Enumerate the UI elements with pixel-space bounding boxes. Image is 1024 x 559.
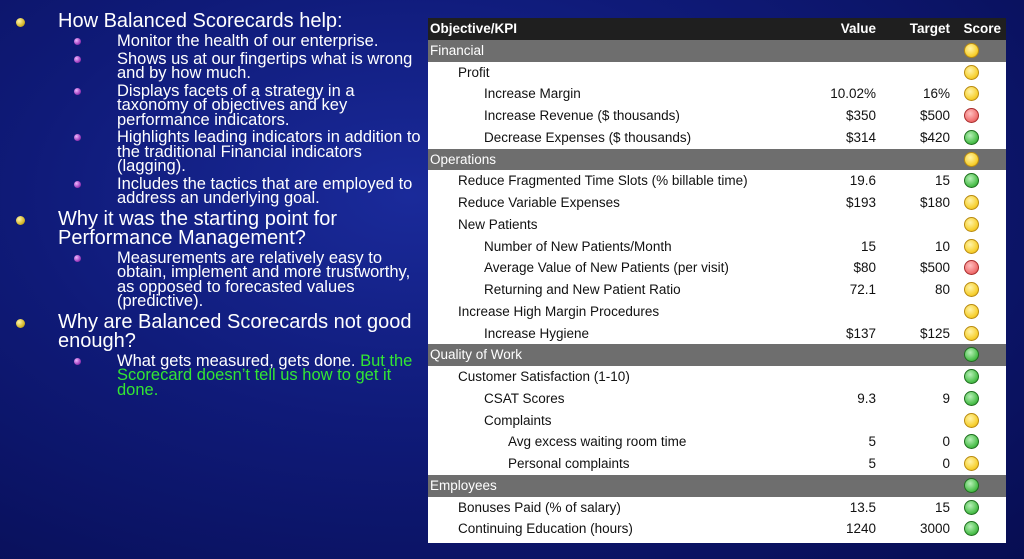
status-dot-icon bbox=[964, 391, 979, 406]
kpi-row bbox=[428, 410, 1006, 432]
kpi-label: CSAT Scores bbox=[484, 390, 565, 406]
bullet-item bbox=[12, 310, 424, 352]
kpi-value: 10.02% bbox=[830, 86, 876, 102]
sub-bullet-text: Includes the tactics that are employed to address an underlying goal. bbox=[117, 174, 413, 207]
kpi-value: 1240 bbox=[845, 521, 876, 537]
kpi-value: 5 bbox=[868, 456, 876, 471]
kpi-row bbox=[428, 366, 1006, 388]
kpi-target: 3000 bbox=[919, 521, 950, 537]
bullet-item bbox=[12, 12, 424, 31]
kpi-row bbox=[428, 257, 1006, 279]
sub-bullet-item bbox=[12, 81, 424, 129]
status-dot-icon bbox=[964, 86, 979, 101]
kpi-target: 10 bbox=[934, 238, 950, 254]
section-row bbox=[428, 344, 1006, 366]
kpi-row bbox=[428, 279, 1006, 301]
status-dot-icon bbox=[964, 347, 979, 362]
sub-bullet-dot-icon bbox=[74, 56, 81, 63]
kpi-label: New Patients bbox=[458, 216, 538, 232]
section-row bbox=[428, 475, 1006, 497]
status-dot-icon bbox=[964, 282, 979, 297]
kpi-target: 15 bbox=[934, 173, 950, 189]
kpi-target: 0 bbox=[942, 434, 950, 450]
sub-bullet-item bbox=[12, 34, 424, 49]
kpi-row bbox=[428, 62, 1006, 84]
kpi-row bbox=[428, 105, 1006, 127]
kpi-target: 16% bbox=[922, 86, 950, 102]
status-dot-icon bbox=[964, 500, 979, 515]
kpi-target: $180 bbox=[919, 195, 950, 210]
bullet-text: Why are Balanced Scorecards not good enough? bbox=[58, 310, 412, 352]
kpi-row bbox=[428, 497, 1006, 519]
kpi-value: $314 bbox=[845, 129, 876, 145]
status-dot-icon bbox=[964, 260, 979, 275]
kpi-row bbox=[428, 236, 1006, 258]
kpi-label: Quality of Work bbox=[430, 347, 523, 363]
kpi-label: Employees bbox=[430, 477, 497, 493]
kpi-row bbox=[428, 323, 1006, 345]
kpi-label: Bonuses Paid (% of salary) bbox=[458, 499, 621, 515]
status-dot-icon bbox=[964, 43, 979, 58]
kpi-row bbox=[428, 127, 1006, 149]
kpi-target: $420 bbox=[919, 129, 950, 145]
target-column-header: Target bbox=[909, 21, 950, 36]
kpi-target: 9 bbox=[942, 390, 950, 406]
sub-bullet-text: Displays facets of a strategy in a taxonomy of objectives and key performance indicators. bbox=[117, 81, 355, 129]
kpi-label: Average Value of New Patients (per visit) bbox=[484, 260, 729, 276]
kpi-row bbox=[428, 453, 1006, 475]
kpi-label: Increase High Margin Procedures bbox=[458, 303, 660, 319]
sub-bullet-item bbox=[12, 351, 424, 399]
kpi-row bbox=[428, 301, 1006, 323]
kpi-label: Complaints bbox=[484, 412, 552, 428]
kpi-label: Number of New Patients/Month bbox=[484, 238, 672, 254]
bullet-text: Why it was the starting point for Performance Management? bbox=[58, 207, 338, 249]
bullet-dot-icon bbox=[16, 18, 25, 27]
status-dot-icon bbox=[964, 239, 979, 254]
scorecard-rows bbox=[428, 40, 1006, 540]
kpi-label: Continuing Education (hours) bbox=[458, 521, 633, 537]
sub-bullet-item bbox=[12, 130, 424, 174]
sub-bullet-highlight-text: But the Scorecard doesn’t tell us how to get it done. bbox=[117, 351, 413, 399]
sub-bullet-item bbox=[12, 49, 424, 82]
status-dot-icon bbox=[964, 173, 979, 188]
kpi-row bbox=[428, 83, 1006, 105]
kpi-target: 80 bbox=[934, 282, 950, 297]
kpi-label: Decrease Expenses ($ thousands) bbox=[484, 129, 692, 145]
status-dot-icon bbox=[964, 456, 979, 471]
bullet-dot-icon bbox=[16, 319, 25, 328]
kpi-value: $350 bbox=[845, 108, 876, 123]
sub-bullet-dot-icon bbox=[74, 181, 81, 188]
score-column-header: Score bbox=[963, 21, 1001, 36]
kpi-row bbox=[428, 431, 1006, 453]
kpi-target: 15 bbox=[934, 499, 950, 515]
kpi-label: Increase Revenue ($ thousands) bbox=[484, 108, 680, 123]
kpi-value: 19.6 bbox=[849, 173, 876, 189]
status-dot-icon bbox=[964, 152, 979, 167]
status-dot-icon bbox=[964, 521, 979, 536]
sub-bullet-dot-icon bbox=[74, 88, 81, 95]
kpi-label: Reduce Variable Expenses bbox=[458, 195, 620, 210]
sub-bullet-text: Highlights leading indicators in addition to the traditional Financial indicators (lagging). bbox=[117, 128, 421, 175]
kpi-label: Financial bbox=[430, 42, 485, 58]
kpi-value: $80 bbox=[853, 260, 876, 276]
kpi-label: Customer Satisfaction (1-10) bbox=[458, 369, 630, 384]
kpi-row bbox=[428, 518, 1006, 540]
bullet-item bbox=[12, 207, 424, 249]
kpi-value: 15 bbox=[860, 238, 876, 254]
kpi-target: 0 bbox=[942, 456, 950, 471]
kpi-label: Increase Hygiene bbox=[484, 325, 590, 341]
sub-bullet-text: Monitor the health of our enterprise. bbox=[117, 32, 379, 50]
status-dot-icon bbox=[964, 130, 979, 145]
status-dot-icon bbox=[964, 108, 979, 123]
kpi-label: Operations bbox=[430, 151, 497, 167]
scorecard-table bbox=[428, 18, 1006, 543]
status-dot-icon bbox=[964, 217, 979, 232]
sub-bullet-item bbox=[12, 248, 424, 310]
status-dot-icon bbox=[964, 369, 979, 384]
kpi-value: 13.5 bbox=[849, 499, 876, 515]
kpi-label: Returning and New Patient Ratio bbox=[484, 282, 681, 297]
kpi-label: Personal complaints bbox=[508, 456, 630, 471]
kpi-target: $500 bbox=[919, 260, 950, 276]
sub-bullet-dot-icon bbox=[74, 358, 81, 365]
kpi-label: Profit bbox=[458, 64, 490, 80]
bullet-list bbox=[12, 8, 424, 397]
objective-column-header: Objective/KPI bbox=[430, 21, 518, 36]
kpi-label: Increase Margin bbox=[484, 86, 581, 102]
kpi-row bbox=[428, 192, 1006, 214]
sub-bullet-text: Measurements are relatively easy to obtain, implement and more trustworthy, as opposed to forecasted values (predictive). bbox=[117, 248, 411, 310]
kpi-value: $193 bbox=[845, 195, 876, 210]
kpi-label: Reduce Fragmented Time Slots (% billable time) bbox=[458, 173, 748, 189]
status-dot-icon bbox=[964, 65, 979, 80]
sub-bullet-text: What gets measured, gets done. bbox=[117, 351, 361, 370]
section-row bbox=[428, 40, 1006, 62]
status-dot-icon bbox=[964, 413, 979, 428]
status-dot-icon bbox=[964, 434, 979, 449]
kpi-target: $125 bbox=[919, 325, 950, 341]
status-dot-icon bbox=[964, 478, 979, 493]
kpi-value: 5 bbox=[868, 434, 876, 450]
sub-bullet-text: Shows us at our fingertips what is wrong and by how much. bbox=[117, 49, 413, 82]
bullet-dot-icon bbox=[16, 216, 25, 225]
kpi-target: $500 bbox=[919, 108, 950, 123]
kpi-value: 72.1 bbox=[849, 282, 876, 297]
kpi-value: 9.3 bbox=[857, 390, 876, 406]
section-row bbox=[428, 149, 1006, 171]
kpi-row bbox=[428, 214, 1006, 236]
value-column-header: Value bbox=[840, 21, 876, 36]
sub-bullet-dot-icon bbox=[74, 255, 81, 262]
kpi-label: Avg excess waiting room time bbox=[508, 434, 687, 450]
sub-bullet-item bbox=[12, 174, 424, 207]
table-header-row bbox=[428, 18, 1006, 40]
kpi-value: $137 bbox=[845, 325, 876, 341]
bullet-text: How Balanced Scorecards help: bbox=[58, 10, 343, 32]
status-dot-icon bbox=[964, 195, 979, 210]
status-dot-icon bbox=[964, 326, 979, 341]
status-dot-icon bbox=[964, 304, 979, 319]
kpi-row bbox=[428, 388, 1006, 410]
kpi-row bbox=[428, 170, 1006, 192]
sub-bullet-dot-icon bbox=[74, 134, 81, 141]
sub-bullet-dot-icon bbox=[74, 38, 81, 45]
